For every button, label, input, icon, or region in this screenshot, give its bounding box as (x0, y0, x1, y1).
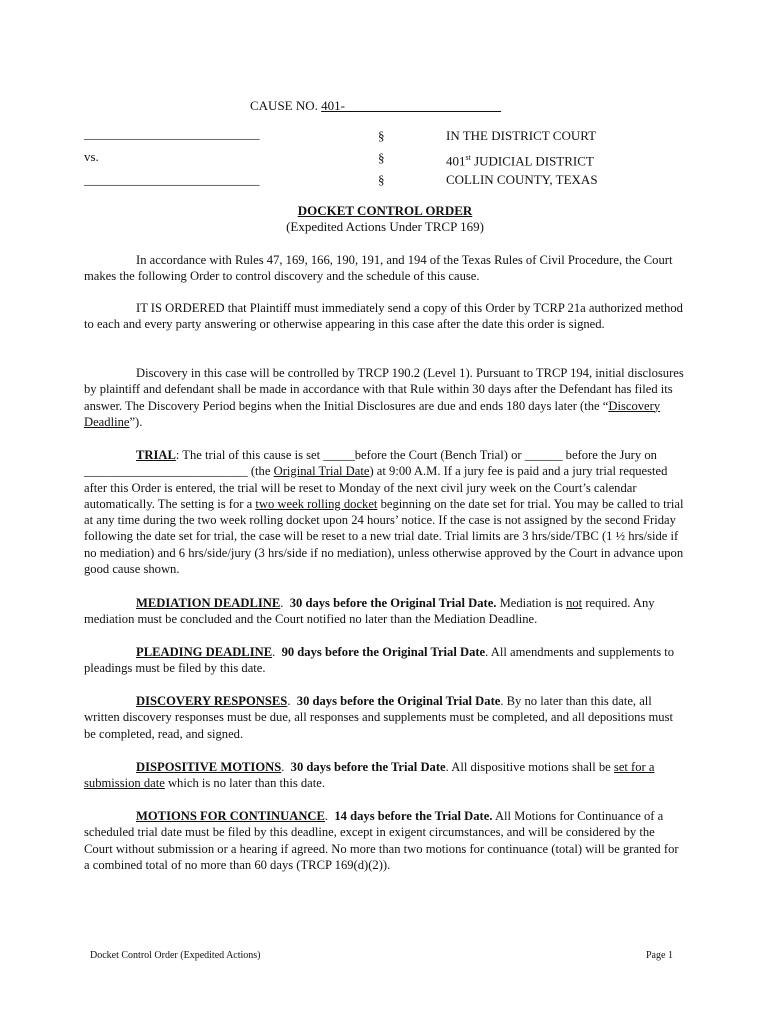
court-line-2: 401st JUDICIAL DISTRICT (446, 153, 594, 169)
section-mark-2: § (378, 150, 385, 165)
paragraph-continuance: MOTIONS FOR CONTINUANCE. 14 days before the Trial Date. All Motions for Continuance of a scheduled trial date must be filed by this deadline, except in exigent circumstances, and will be considered by the Court without submission or a hearing if agreed. No more than two motions for continuance (total) will be granted for a combined total of no more than 60 days (TRCP 169(d)(2)). (84, 809, 679, 872)
paragraph-dispositive: DISPOSITIVE MOTIONS. 30 days before the Trial Date. All dispositive motions shall be set for a submission date which is no later than this date. (84, 760, 655, 791)
section-mark-1: § (378, 128, 385, 143)
paragraph-order: IT IS ORDERED that Plaintiff must immediately send a copy of this Order by TCRP 21a authorized method to each and every party answering or otherwise appearing in this case after the date this order is signed. (84, 301, 683, 332)
document-title: DOCKET CONTROL ORDER (297, 203, 473, 218)
vs-label: vs. (84, 149, 99, 164)
dispositive-heading: DISPOSITIVE MOTIONS (136, 760, 282, 774)
plaintiff-blank: ___________________________ (84, 126, 260, 141)
footer-title: Docket Control Order (Expedited Actions) (90, 950, 261, 961)
continuance-heading: MOTIONS FOR CONTINUANCE (136, 809, 325, 823)
cause-prefix: CAUSE NO. (250, 98, 318, 113)
court-line-3: COLLIN COUNTY, TEXAS (446, 172, 598, 187)
pleading-heading: PLEADING DEADLINE (136, 645, 273, 659)
paragraph-pleading: PLEADING DEADLINE. 90 days before the Original Trial Date. All amendments and supplements to pleadings must be filed by this date. (84, 645, 675, 676)
cause-number-blank: 401-________________________ (321, 98, 501, 113)
mediation-heading: MEDIATION DEADLINE (136, 596, 281, 610)
paragraph-rules: In accordance with Rules 47, 169, 166, 190, 191, and 194 of the Texas Rules of Civil Procedure, the Court makes the following Order to control discovery and the schedule of this cause. (84, 253, 673, 284)
section-mark-3: § (378, 172, 385, 187)
discovery-deadline-term: Discovery Deadline (84, 398, 661, 429)
paragraph-discovery-responses: DISCOVERY RESPONSES. 30 days before the Original Trial Date. By no later than this date, all written discovery responses must be due, all responses and supplements must be completed, and all depositions must be completed, read, and signed. (84, 694, 674, 741)
paragraph-discovery: Discovery in this case will be controlled by TRCP 190.2 (Level 1). Pursuant to TRCP 194, initial disclosures by plaintiff and defendant shall be made in accordance with that Rule within 30 days after the Defendant has filed its answer. The Discovery Period begins when the Initial Disclosures are due and ends 180 days later (the “Discovery Deadline”). (84, 366, 684, 429)
cause-number (250, 98, 501, 114)
page-number: Page 1 (646, 950, 673, 961)
court-line-1: IN THE DISTRICT COURT (446, 128, 597, 143)
paragraph-mediation: MEDIATION DEADLINE. 30 days before the Original Trial Date. Mediation is not required. Any mediation must be concluded and the Court notified no later than the Mediation Deadline. (84, 596, 655, 627)
trial-heading: TRIAL (136, 448, 176, 462)
document-subtitle: (Expedited Actions Under TRCP 169) (286, 219, 484, 234)
discovery-responses-heading: DISCOVERY RESPONSES (136, 694, 288, 708)
paragraph-trial: TRIAL: The trial of this cause is set _____before the Court (Bench Trial) or ______ before the Jury on __________________________ (the Original Trial Date) at 9:00 A.M. If a jury fee is paid and a jury trial requested after this Order is entered, the trial will be reset to Monday of the next civil jury week on the Court’s calendar automatically. The setting is for a two week rolling docket beginning on the date set for trial. You may be called to trial at any time during the two week rolling docket upon 24 hours’ notice. If the case is not assigned by the second Friday following the date set for trial, the case will be reset to a new trial date. Trial limits are 3 hrs/side/TBC (1 ½ hrs/side if no mediation) and 6 hrs/side/jury (3 hrs/side if no mediation), unless otherwise approved by the Court in advance upon good cause shown. (84, 448, 684, 577)
defendant-blank: ___________________________ (84, 172, 260, 187)
